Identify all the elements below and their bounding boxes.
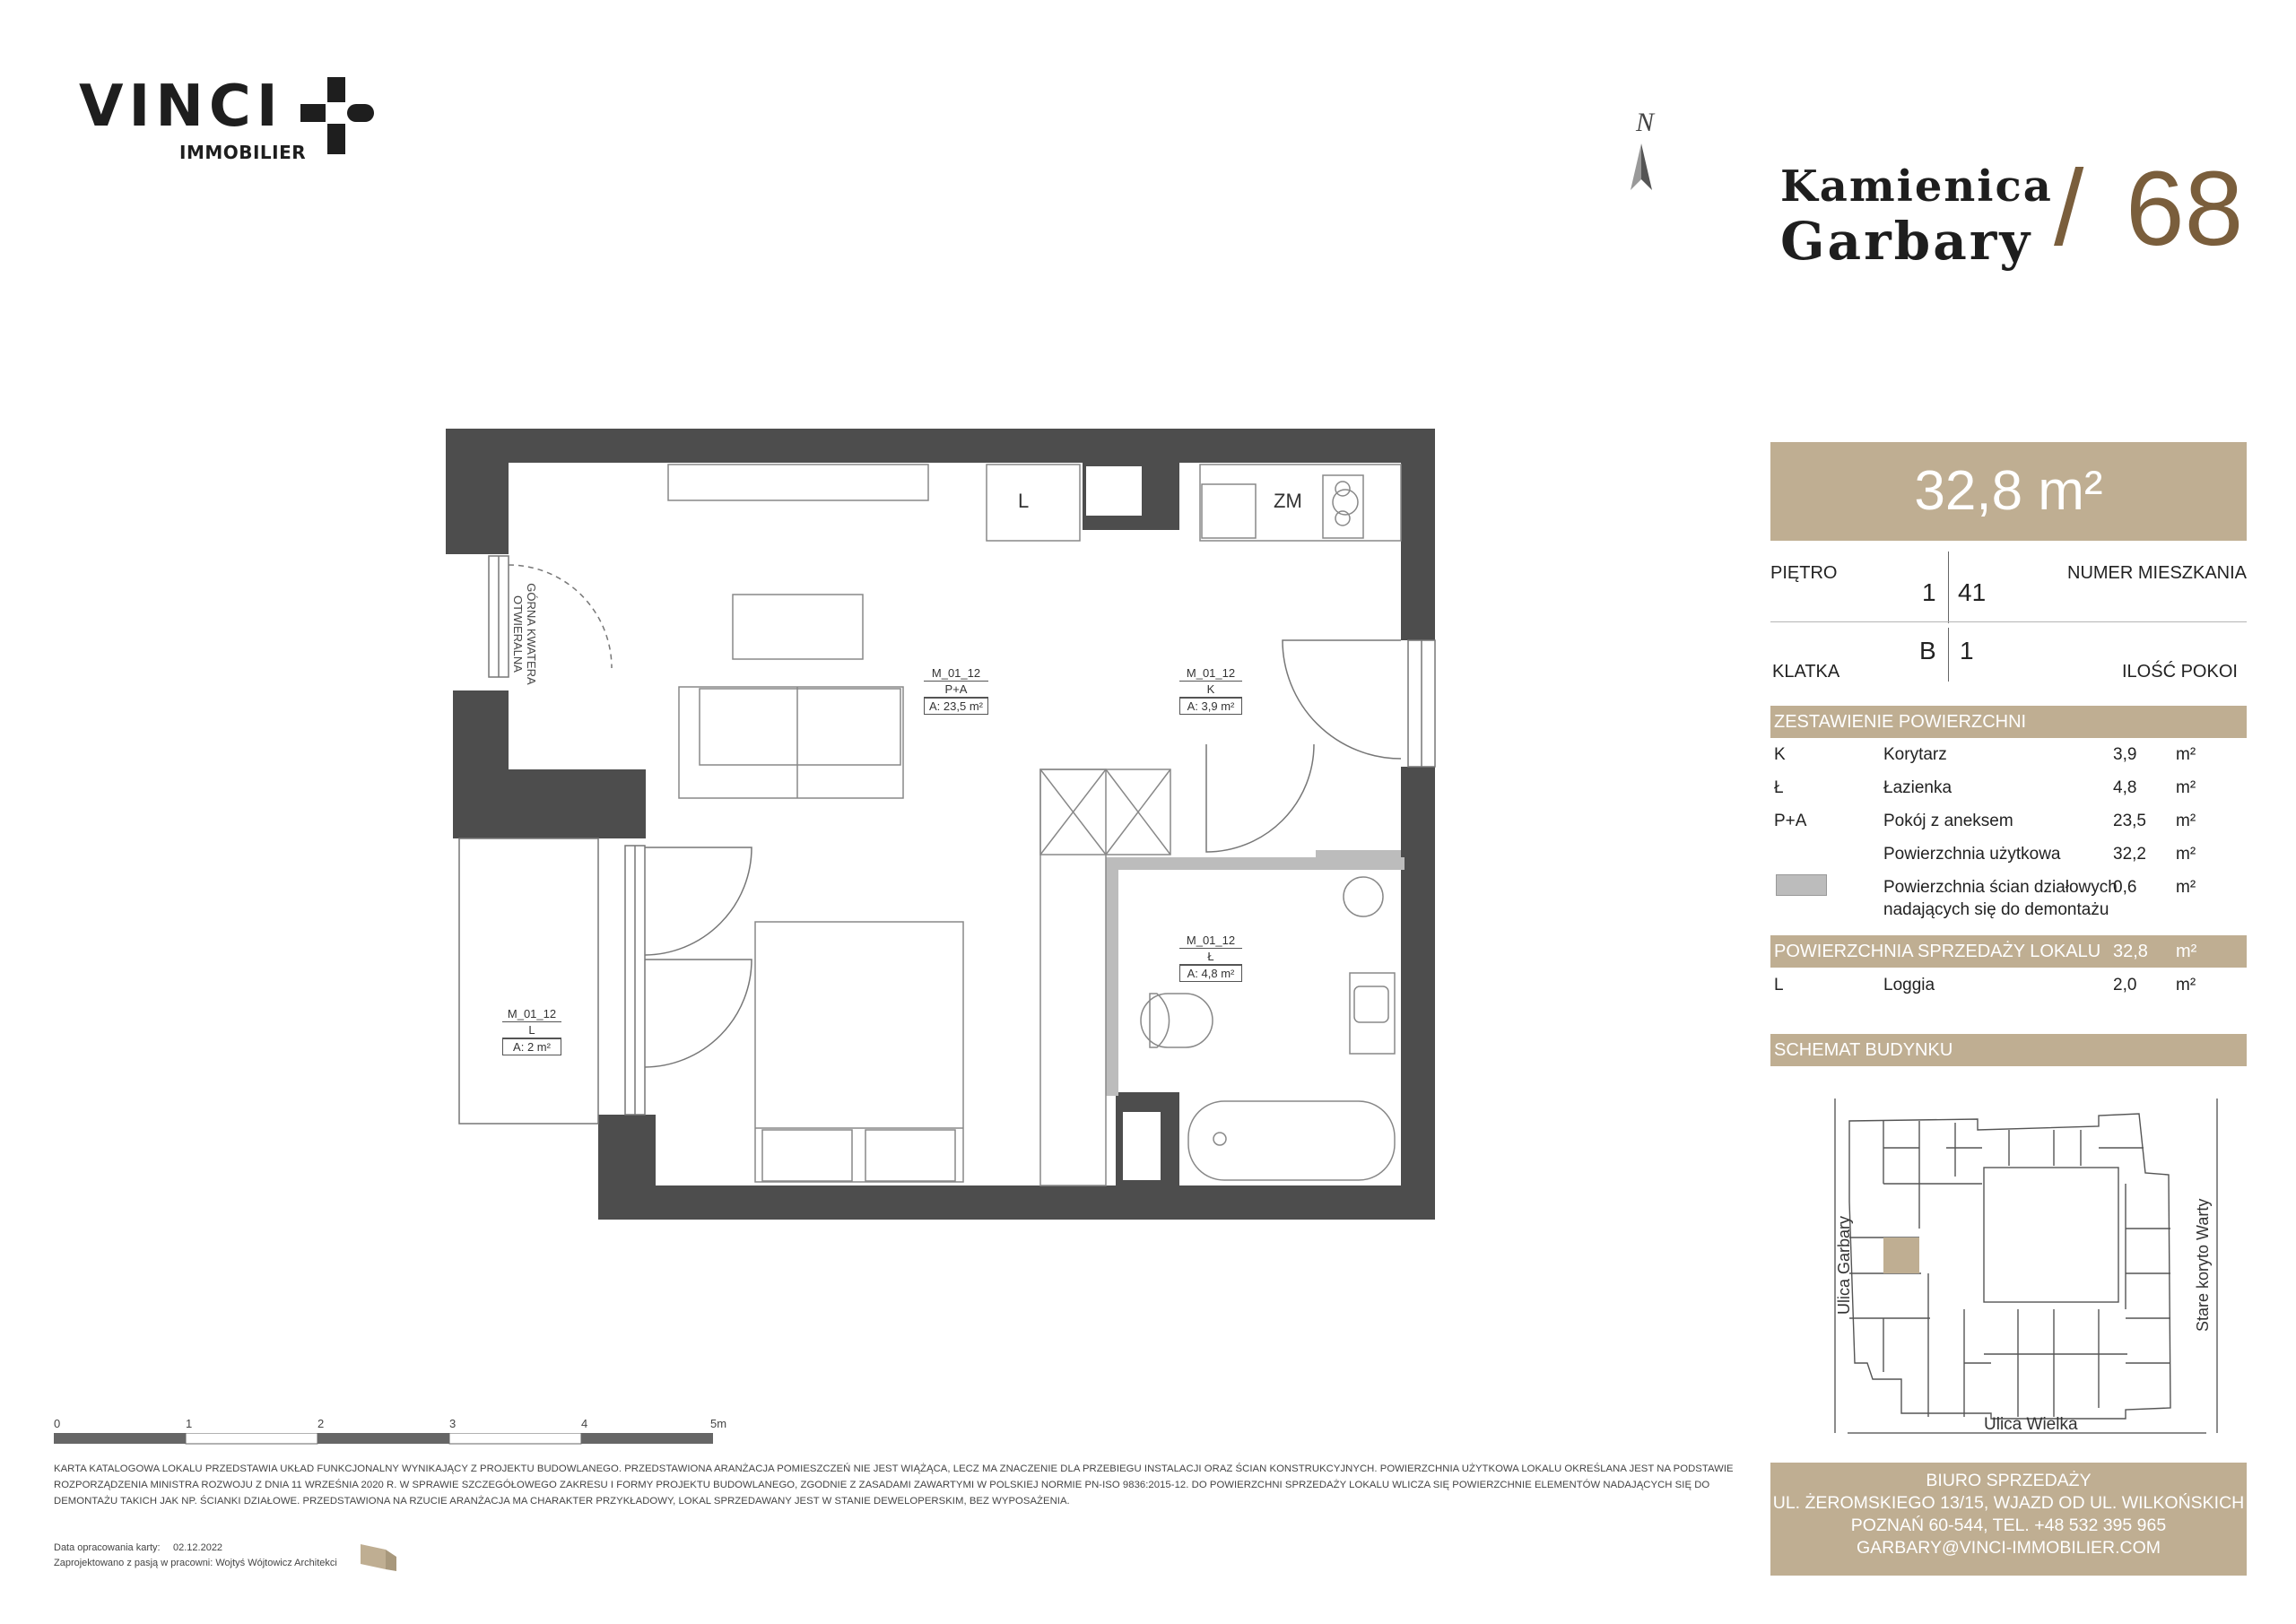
- loggia-code: L: [1774, 976, 1784, 994]
- area-name: Łazienka: [1883, 778, 1952, 797]
- date-value: 02.12.2022: [173, 1542, 223, 1553]
- logo-wordmark: VINCI: [79, 74, 283, 140]
- scale-tick: 1: [186, 1417, 193, 1430]
- plan-label-zm: ZM: [1274, 490, 1302, 512]
- scale-tick: 4: [581, 1417, 588, 1430]
- area-code: P+A: [1774, 812, 1807, 830]
- room-label-l: [1179, 933, 1242, 982]
- floor-plan: [439, 421, 1453, 1229]
- unit-location-highlight: [1883, 1238, 1919, 1273]
- contact-line: GARBARY@VINCI-IMMOBILIER.COM: [1856, 1538, 2161, 1558]
- area-row: [1770, 771, 2247, 803]
- room-pa-code: P+A: [924, 682, 988, 698]
- contact-line: BIURO SPRZEDAŻY: [1926, 1471, 2092, 1490]
- windows-and-lines: [459, 556, 1435, 1124]
- area-row: [1770, 804, 2247, 837]
- area-value: 3,9: [2113, 745, 2137, 764]
- staircase-label: KLATKA: [1772, 662, 1840, 682]
- area-row: [1770, 838, 2247, 870]
- vinci-logo: [72, 72, 404, 170]
- schema-street-right: Stare koryto Warty: [2194, 1198, 2212, 1332]
- schema-header-text: SCHEMAT BUDYNKU: [1774, 1040, 1953, 1060]
- sales-area-row: [1770, 935, 2247, 968]
- room-l-code: Ł: [1179, 949, 1242, 965]
- room-label-loggia: [502, 1006, 561, 1055]
- area-name: Powierzchnia użytkowa: [1883, 845, 2061, 864]
- area-value: 32,2: [2113, 845, 2146, 864]
- area-value: 23,5: [2113, 812, 2146, 830]
- unit-number-label: NUMER MIESZKANIA: [2067, 563, 2248, 583]
- furniture: [668, 465, 1401, 1185]
- room-pa-id: M_01_12: [924, 665, 988, 682]
- sales-office-contact: [1770, 1463, 2247, 1576]
- project-number: 68: [2126, 150, 2244, 268]
- loggia-value: 2,0: [2113, 976, 2137, 994]
- area-code: K: [1774, 745, 1786, 764]
- room-k-id: M_01_12: [1179, 665, 1242, 682]
- loggia-row: [1770, 968, 2247, 1001]
- contact-line: UL. ŻEROMSKIEGO 13/15, WJAZD OD UL. WILKOŃSKICH: [1772, 1493, 2245, 1513]
- contact-line: POZNAŃ 60-544, TEL. +48 532 395 965: [1850, 1515, 2167, 1535]
- area-value: 4,8: [2113, 778, 2137, 797]
- disclaimer-line: DEMONTAŻU TAKICH JAK NP. ŚCIANKI DZIAŁOWE. PRZEDSTAWIONA NA RZUCIE ARANŻACJA MA CHARAKTER PRZYKŁADOWY, LOKAL SPRZEDAWANY JEST W STANIE DEWELOPERSKIM, BEZ WYPOSAŻENIA.: [54, 1496, 1070, 1507]
- room-k-area: A: 3,9 m²: [1179, 698, 1242, 715]
- project-title-line2: Garbary: [1780, 211, 2033, 272]
- project-title: [1780, 148, 2296, 278]
- logo-mark-icon: [300, 77, 381, 158]
- area-unit: m²: [2176, 845, 2196, 864]
- area-unit: m²: [2176, 812, 2196, 830]
- north-label: N: [1636, 108, 1655, 137]
- rooms-value: 1: [1960, 637, 1974, 664]
- scale-bar: [54, 1417, 735, 1453]
- schema-street-left: Ulica Garbary: [1835, 1215, 1853, 1315]
- info-divider-2: [1948, 628, 1949, 682]
- scale-tick: 5m: [710, 1417, 727, 1430]
- areas-header: [1770, 706, 2247, 738]
- north-arrow-icon: [1623, 143, 1659, 197]
- logo-subtitle: IMMOBILIER: [179, 142, 307, 163]
- floor-value: 1: [1922, 578, 1936, 606]
- architect-logo-icon: [359, 1541, 413, 1573]
- window-note: GÓRNA KWATERA OTWIERALNA: [511, 583, 538, 685]
- info-divider-1: [1948, 551, 1949, 623]
- unit-number-value: 41: [1958, 578, 1987, 606]
- unit-area-box: 32,8 m²: [1770, 442, 2247, 541]
- date-label: Data opracowania karty:: [54, 1542, 161, 1553]
- wall-cutouts: [1086, 466, 1161, 1180]
- room-pa-area: A: 23,5 m²: [924, 698, 988, 715]
- walls-value: 0,6: [2113, 878, 2137, 897]
- sales-area-label: POWIERZCHNIA SPRZEDAŻY LOKALU: [1774, 942, 2101, 961]
- walls-name-line1: Powierzchnia ścian działowych: [1883, 878, 2118, 897]
- walls-unit: m²: [2176, 878, 2196, 897]
- areas-header-text: ZESTAWIENIE POWIERZCHNI: [1774, 712, 2027, 732]
- designer-credit: Zaprojektowano z pasją w pracowni: Wojtyś Wójtowicz Architekci: [54, 1558, 337, 1568]
- scale-tick: 0: [54, 1417, 61, 1430]
- room-l-area: A: 4,8 m²: [1179, 965, 1242, 982]
- building-schema: [1830, 1094, 2224, 1444]
- area-row: [1770, 738, 2247, 770]
- room-l-id: M_01_12: [1179, 933, 1242, 949]
- room-loggia-id: M_01_12: [502, 1006, 561, 1022]
- area-name: Korytarz: [1883, 745, 1947, 764]
- disclaimer-line: KARTA KATALOGOWA LOKALU PRZEDSTAWIA UKŁAD FUNKCJONALNY WYNIKAJĄCY Z PROJEKTU BUDOWLANEGO. PRZEDSTAWIONA ARANŻACJA POMIESZCZEŃ NIE JEST WIĄŻĄCA, LECZ MA ZNACZENIE DLA PRZEBIEGU INSTALACJI ORAZ ŚCIAN KONSTRUKCYJNYCH. POWIERZCHNIA UŻYTKOWA LOKALU OKREŚLANA JEST NA PODSTAWIE: [54, 1463, 1734, 1474]
- info-hline: [1770, 621, 2247, 622]
- project-title-line1: Kamienica: [1780, 161, 2053, 212]
- floor-label: PIĘTRO: [1770, 563, 1838, 583]
- disclaimer-line: ROZPORZĄDZENIA MINISTRA ROZWOJU Z DNIA 11 WRZEŚNIA 2020 R. W SPRAWIE SZCZEGÓŁOWEGO ZAKRESU I FORMY PROJEKTU BUDOWLANEGO, ZGODNIE Z ZASADAMI ZAWARTYMI W POLSKIEJ NORMIE PN-ISO 9836:2015-12. DO POWIERZCHNI SPRZEDAŻY LOKALU WLICZA SIĘ POWIERZCHNIE ELEMENTÓW NADAJĄCYCH SIĘ DO: [54, 1480, 1710, 1490]
- room-loggia-area: A: 2 m²: [502, 1038, 561, 1055]
- area-code: Ł: [1774, 778, 1784, 797]
- room-label-pa: [924, 665, 988, 715]
- staircase-value: B: [1919, 637, 1936, 664]
- area-unit: m²: [2176, 778, 2196, 797]
- room-loggia-code: L: [502, 1022, 561, 1038]
- project-slash: /: [2054, 148, 2084, 268]
- sales-area-unit: m²: [2176, 942, 2197, 961]
- rooms-label: ILOŚĆ POKOI: [2122, 662, 2238, 682]
- area-name: Pokój z aneksem: [1883, 812, 2013, 830]
- schema-header: [1770, 1034, 2247, 1066]
- plan-label-l: L: [1018, 490, 1030, 512]
- schema-street-bottom: Ulica Wielka: [1984, 1415, 2078, 1434]
- loggia-name: Loggia: [1883, 976, 1935, 994]
- scale-bar-graphic: [54, 1433, 718, 1447]
- north-arrow: [1623, 108, 1668, 197]
- walls-swatch: [1776, 874, 1827, 896]
- walls-name-line2: nadających się do demontażu: [1883, 900, 2109, 919]
- room-k-code: K: [1179, 682, 1242, 698]
- area-unit: m²: [2176, 745, 2196, 764]
- scale-tick: 3: [449, 1417, 457, 1430]
- loggia-unit: m²: [2176, 976, 2196, 994]
- walls-row: [1770, 871, 2247, 925]
- sales-area-value: 32,8: [2113, 942, 2148, 961]
- scale-tick: 2: [317, 1417, 325, 1430]
- room-label-k: [1179, 665, 1242, 715]
